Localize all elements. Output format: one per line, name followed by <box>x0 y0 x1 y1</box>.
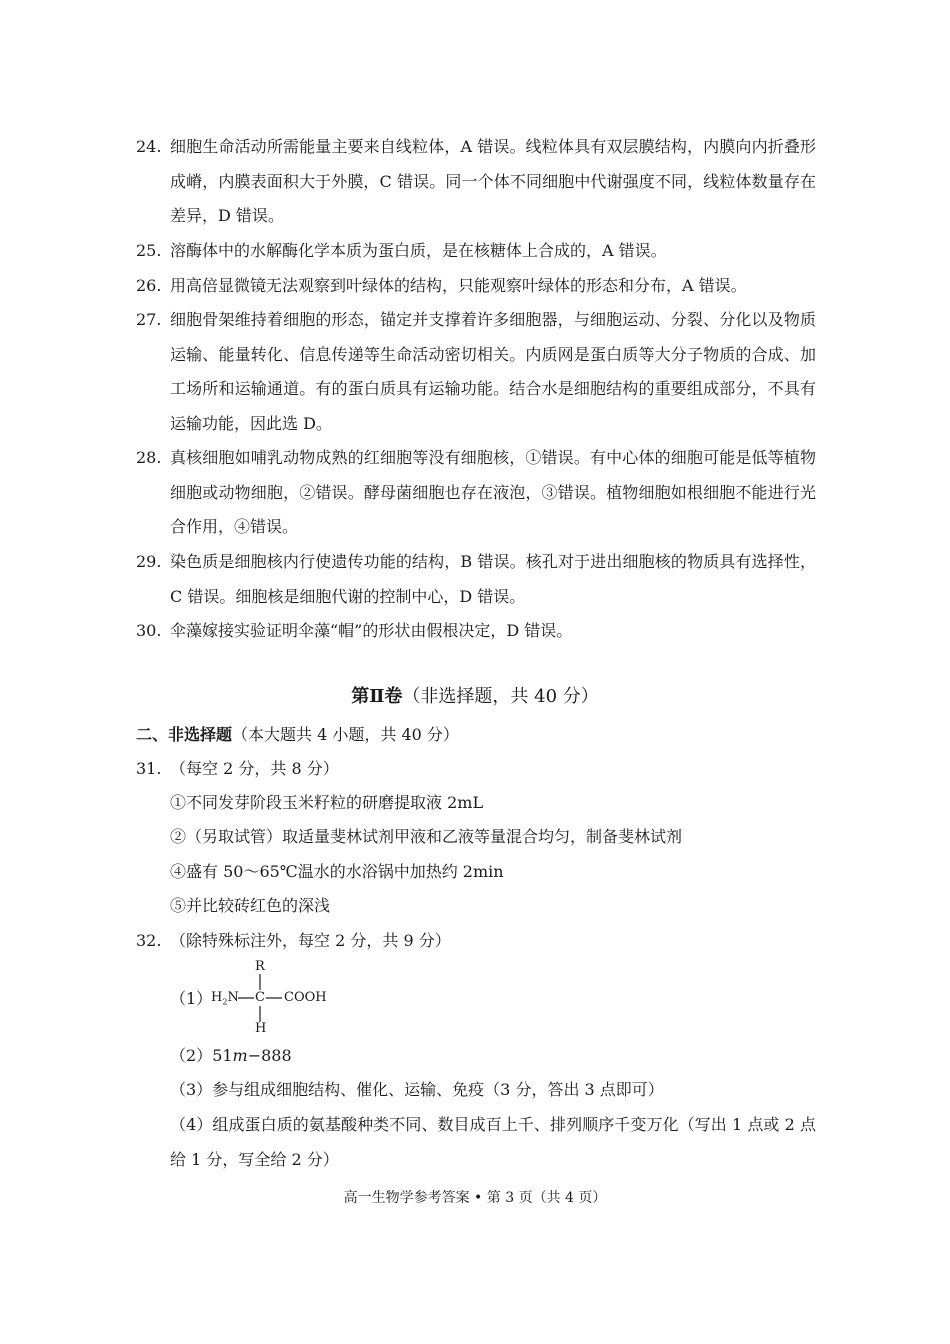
answer-25 <box>136 234 816 269</box>
section-subtitle-main: 二、非选择题 <box>136 725 233 744</box>
answer-text: （4）组成蛋白质的氨基酸种类不同、数目成百上千、排列顺序千变万化（写出 1 点或 2 点给 1 分，写全给 2 分） <box>170 1115 816 1169</box>
answer-29 <box>136 545 816 614</box>
q32-answer-2 <box>170 1039 292 1073</box>
amino-acid-formula <box>136 960 436 1038</box>
answer-value-suffix: −888 <box>247 1046 292 1065</box>
question-note: （除特殊标注外，每空 2 分，共 9 分） <box>170 931 451 950</box>
section-title-main: 第Ⅱ卷 <box>351 686 403 707</box>
question-number: 31. <box>136 759 162 778</box>
q32-header <box>136 924 451 958</box>
answer-text: 用高倍显微镜无法观察到叶绿体的结构，只能观察叶绿体的形态和分布，A 错误。 <box>170 276 747 295</box>
formula-subscript: 2 <box>222 997 228 1007</box>
answer-text: 染色质是细胞核内行使遗传功能的结构，B 错误。核孔对于进出细胞核的物质具有选择性，C 错误。细胞核是细胞代谢的控制中心，D 错误。 <box>170 552 816 606</box>
section-title <box>0 680 950 714</box>
answer-30 <box>136 614 816 649</box>
q31-header <box>136 752 339 786</box>
answer-number: 30. <box>136 621 162 640</box>
answer-number: 28. <box>136 448 162 467</box>
answer-text: 伞藻嫁接实验证明伞藻“帽”的形状由假根决定，D 错误。 <box>170 621 573 640</box>
answer-text: 真核细胞如哺乳动物成熟的红细胞等没有细胞核，①错误。有中心体的细胞可能是低等植物细胞或动物细胞，②错误。酵母菌细胞也存在液泡，③错误。植物细胞如根细胞不能进行光合作用，④错误。 <box>170 448 816 536</box>
answer-24 <box>136 130 816 234</box>
answer-number: 24. <box>136 137 162 156</box>
answer-number: 25. <box>136 241 162 260</box>
formula-carboxyl-group: COOH <box>284 990 327 1005</box>
answer-label: （2） <box>170 1046 213 1065</box>
answer-26 <box>136 269 816 304</box>
formula-label: （1） <box>170 989 213 1008</box>
answer-27 <box>136 303 816 441</box>
formula-alpha-carbon: C <box>255 990 265 1005</box>
q31-item-1: ①不同发芽阶段玉米籽粒的研磨提取液 2mL <box>170 793 484 812</box>
q32-answer-4 <box>170 1108 816 1177</box>
formula-h: H <box>211 990 223 1005</box>
formula-n: N <box>227 990 239 1005</box>
question-note: （每空 2 分，共 8 分） <box>170 759 339 778</box>
answer-text: 细胞骨架维持着细胞的形态，锚定并支撑着许多细胞器，与细胞运动、分裂、分化以及物质运输、能量转化、信息传递等生命活动密切相关。内质网是蛋白质等大分子物质的合成、加工场所和运输通道。有的蛋白质具有运输功能。结合水是细胞结构的重要组成部分，不具有运输功能，因此选 D。 <box>170 310 816 433</box>
section-title-note: （非选择题，共 40 分） <box>402 686 599 707</box>
q31-item-2: ②（另取试管）取适量斐林试剂甲液和乙液等量混合均匀，制备斐林试剂 <box>170 827 683 846</box>
answer-number: 26. <box>136 276 162 295</box>
answer-variable: m <box>232 1046 248 1065</box>
formula-r-group: R <box>255 959 265 974</box>
answer-number: 29. <box>136 552 162 571</box>
question-number: 32. <box>136 931 162 950</box>
q31-item-4: ④盛有 50～65℃温水的水浴锅中加热约 2min <box>170 862 504 881</box>
answer-text: 细胞生命活动所需能量主要来自线粒体，A 错误。线粒体具有双层膜结构，内膜向内折叠形成嵴，内膜表面积大于外膜，C 错误。同一个体不同细胞中代谢强度不同，线粒体数量存在差异，D 错误。 <box>170 137 816 225</box>
section-subtitle-note: （本大题共 4 小题，共 40 分） <box>232 725 459 744</box>
q31-item-5: ⑤并比较砖红色的深浅 <box>170 896 331 915</box>
section-subtitle <box>136 718 459 752</box>
page-footer: 高一生物学参考答案 • 第 3 页（共 4 页） <box>343 1190 607 1206</box>
answer-number: 27. <box>136 310 162 329</box>
answer-value-prefix: 51 <box>212 1046 233 1065</box>
q32-answer-3: （3）参与组成细胞结构、催化、运输、免疫（3 分，答出 3 点即可） <box>170 1080 664 1099</box>
formula-hydrogen: H <box>255 1021 267 1036</box>
answer-text: 溶酶体中的水解酶化学本质为蛋白质，是在核糖体上合成的，A 错误。 <box>170 241 667 260</box>
formula-amino-group <box>211 991 239 1010</box>
answer-28 <box>136 441 816 545</box>
